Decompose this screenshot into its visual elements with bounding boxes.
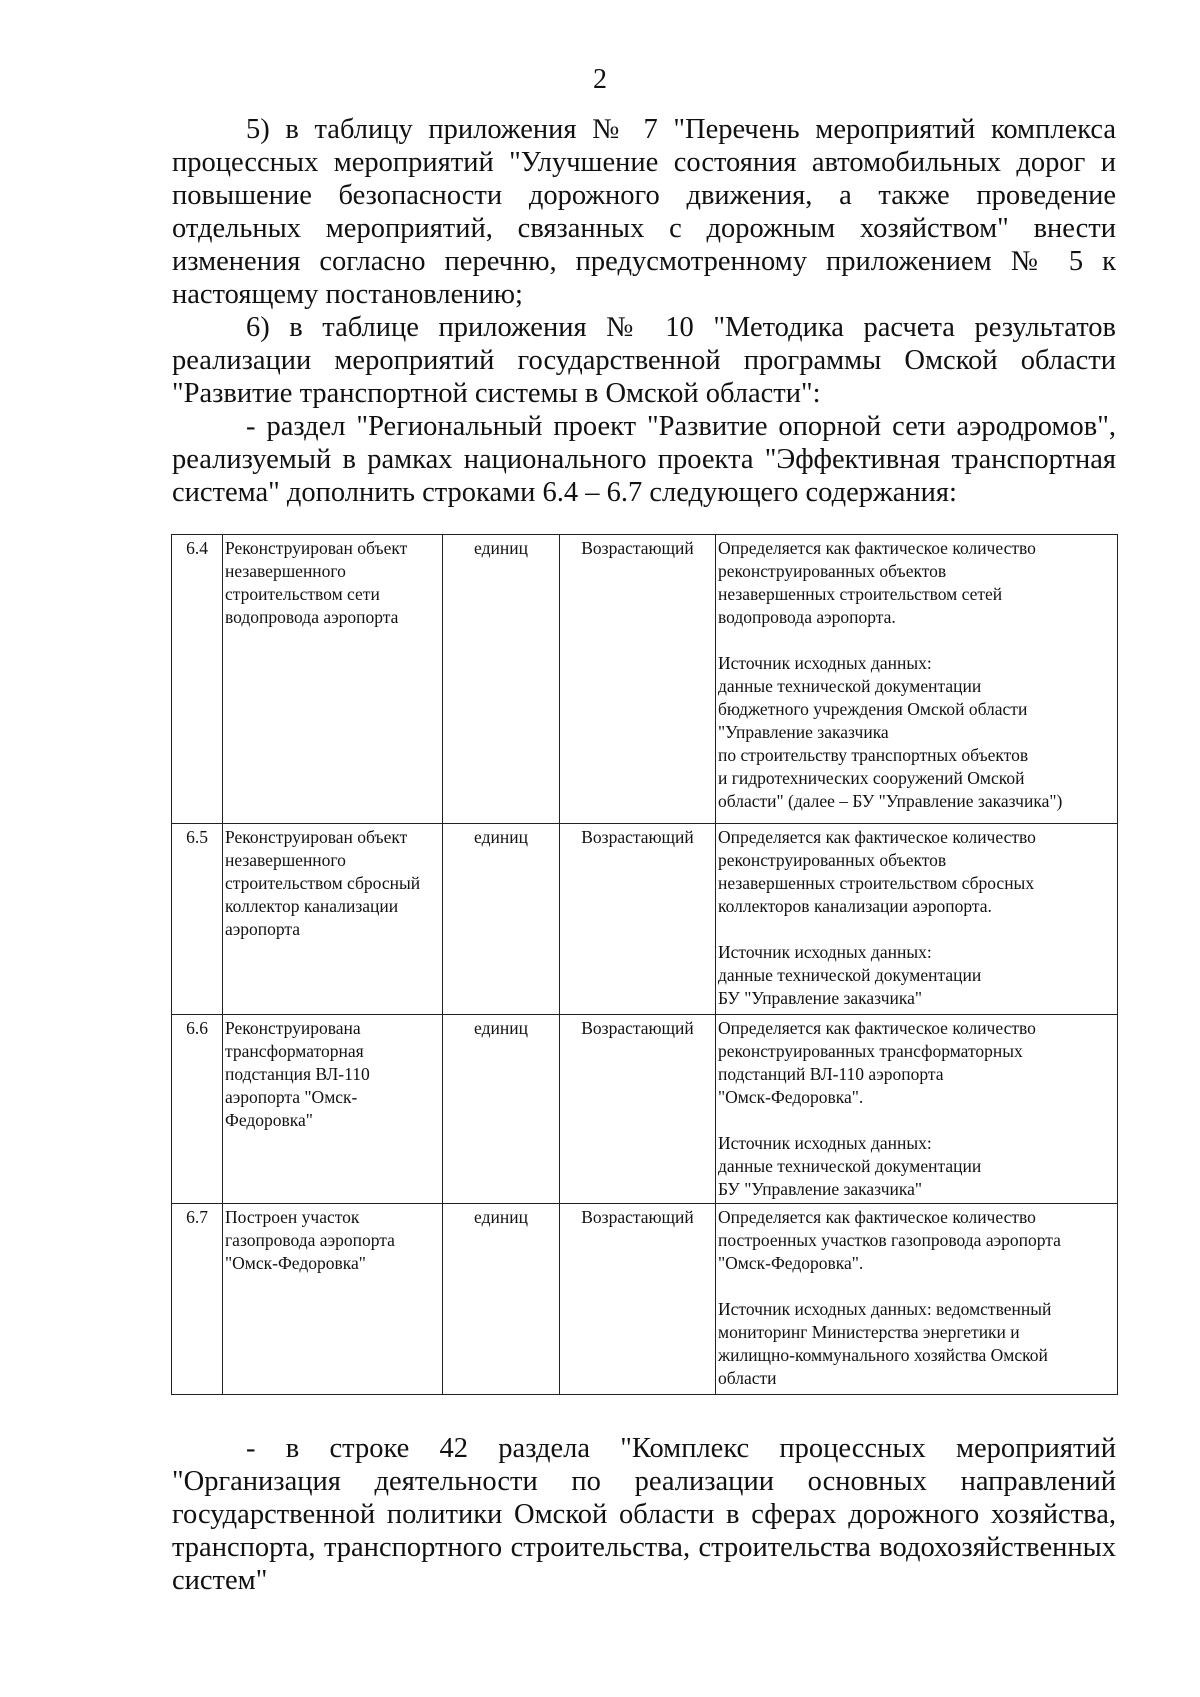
- table-row: [172, 535, 1118, 824]
- unit-of-measure: единиц: [443, 1015, 560, 1204]
- result-name: Реконструирован объект незавершенного строительством сети водопровода аэропорта: [223, 535, 443, 824]
- methodology-table: [171, 534, 1118, 1395]
- paragraph-item-5: 5) в таблицу приложения № 7 "Перечень мероприятий комплекса процессных мероприятий "Улучшение состояния автомобильных дорог и повышение безопасности дорожного движения, а также проведение отдельных мероприятий, связанных с дорожным хозяйством" внести изменения согласно перечню, предусмотренному приложением № 5 к настоящему постановлению;: [172, 114, 1116, 310]
- row-number: 6.7: [172, 1204, 223, 1395]
- paragraph-section-addition: - раздел "Региональный проект "Развитие опорной сети аэродромов", реализуемый в рамках национального проекта "Эффективная транспортная система" дополнить строками 6.4 – 6.7 следующего содержания:: [172, 411, 1116, 508]
- result-name: Реконструирован объект незавершенного строительством сбросный коллектор канализации аэропорта: [223, 824, 443, 1015]
- method-data-source: Источник исходных данных: ведомственный мониторинг Министерства энергетики и жилищно-коммунального хозяйства Омской области: [718, 1299, 1052, 1388]
- unit-of-measure: единиц: [443, 824, 560, 1015]
- table-row: [172, 1015, 1118, 1204]
- row-number: 6.6: [172, 1015, 223, 1204]
- calculation-method: [716, 824, 1118, 1015]
- unit-of-measure: единиц: [443, 535, 560, 824]
- method-data-source: Источник исходных данных: данные технической документации бюджетного учреждения Омской области "Управление заказчика по строительству транспортных объектов и гидротехнических сооружений Омской области" (далее – БУ "Управление заказчика"): [718, 653, 1063, 811]
- result-name: Построен участок газопровода аэропорта "Омск-Федоровка": [223, 1204, 443, 1395]
- trend-direction: Возрастающий: [560, 535, 716, 824]
- method-definition: Определяется как фактическое количество реконструированных объектов незавершенных строительством сетей водопровода аэропорта.: [718, 538, 1036, 627]
- table-row: [172, 824, 1118, 1015]
- page-number: 2: [593, 64, 607, 95]
- result-name: Реконструирована трансформаторная подстанция ВЛ-110 аэропорта "Омск-Федоровка": [223, 1015, 443, 1204]
- method-definition: Определяется как фактическое количество реконструированных объектов незавершенных строительством сбросных коллекторов канализации аэропорта.: [718, 827, 1036, 916]
- table-row: [172, 1204, 1118, 1395]
- method-data-source: Источник исходных данных: данные технической документации БУ "Управление заказчика": [718, 942, 982, 1008]
- calculation-method: [716, 1015, 1118, 1204]
- method-definition: Определяется как фактическое количество построенных участков газопровода аэропорта "Омск-Федоровка".: [718, 1207, 1061, 1273]
- paragraph-item-6: 6) в таблице приложения № 10 "Методика расчета результатов реализации мероприятий государственной программы Омской области "Развитие транспортной системы в Омской области":: [172, 312, 1116, 409]
- row-number: 6.4: [172, 535, 223, 824]
- paragraph-row-42-change: - в строке 42 раздела "Комплекс процессных мероприятий "Организация деятельности по реализации основных направлений государственной политики Омской области в сферах дорожного хозяйства, транспорта, транспортного строительства, строительства водохозяйственных систем": [172, 1433, 1116, 1596]
- calculation-method: [716, 535, 1118, 824]
- calculation-method: [716, 1204, 1118, 1395]
- trend-direction: Возрастающий: [560, 1204, 716, 1395]
- trend-direction: Возрастающий: [560, 824, 716, 1015]
- trend-direction: Возрастающий: [560, 1015, 716, 1204]
- method-definition: Определяется как фактическое количество реконструированных трансформаторных подстанций ВЛ-110 аэропорта "Омск-Федоровка".: [718, 1018, 1036, 1107]
- unit-of-measure: единиц: [443, 1204, 560, 1395]
- method-data-source: Источник исходных данных: данные технической документации БУ "Управление заказчика": [718, 1133, 982, 1199]
- row-number: 6.5: [172, 824, 223, 1015]
